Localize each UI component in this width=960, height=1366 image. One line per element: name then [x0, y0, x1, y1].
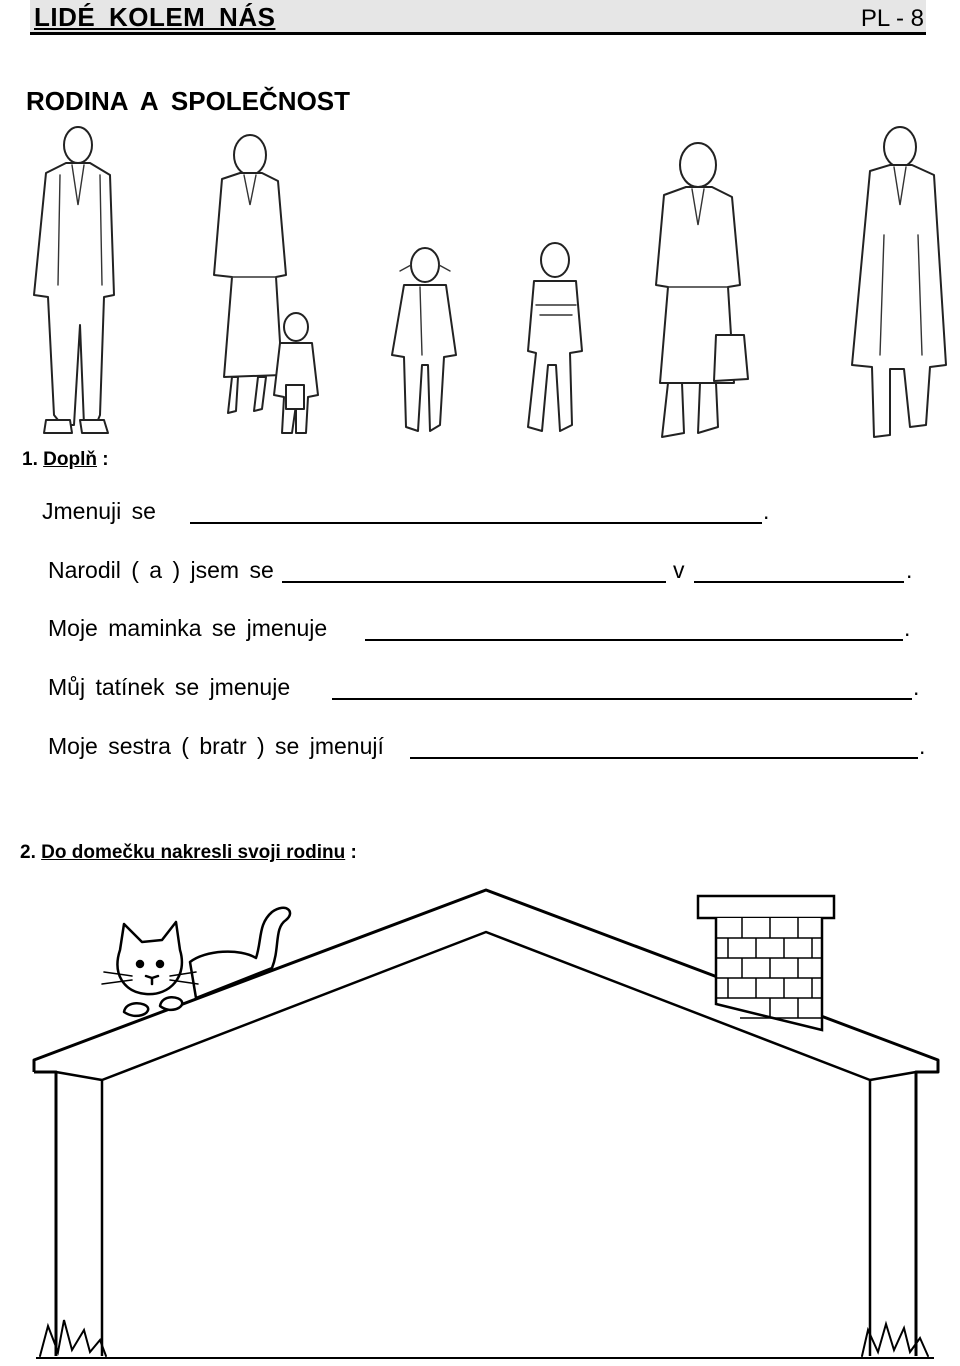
section-title: RODINA A SPOLEČNOST: [26, 86, 351, 116]
fill-line-siblings-label: Moje sestra ( bratr ) se jmenují: [48, 733, 384, 759]
boy-figure: [528, 243, 582, 431]
fill-line-siblings-blank[interactable]: [410, 757, 918, 759]
fill-line-mother-end: .: [904, 615, 911, 641]
fill-line-mother-blank[interactable]: [365, 639, 903, 641]
task1-number: 1.: [22, 449, 38, 470]
house-eave-left: [56, 1072, 102, 1080]
fill-line-name-end: .: [763, 498, 770, 524]
fill-line-birth-label: Narodil ( a ) jsem se: [48, 557, 274, 583]
fill-line-siblings-end: .: [919, 733, 926, 759]
task1-label: Doplň: [43, 449, 97, 470]
chimney: [698, 896, 834, 1030]
family-illustration: [0, 115, 960, 455]
father-figure: [34, 127, 114, 433]
task1-heading: [22, 449, 109, 471]
house-drawing-area[interactable]: [0, 880, 960, 1366]
fill-line-mother-label: Moje maminka se jmenuje: [48, 615, 328, 641]
fill-line-father-blank[interactable]: [332, 698, 912, 700]
task2-number: 2.: [20, 842, 36, 863]
fill-line-name-label: Jmenuji se: [42, 498, 156, 524]
task2-colon: :: [350, 842, 357, 863]
toddler-figure: [274, 313, 318, 433]
worksheet-title: LIDÉ KOLEM NÁS: [34, 2, 276, 32]
fill-line-birth-end: .: [906, 557, 913, 583]
mother-figure: [214, 135, 286, 413]
grandmother-figure: [656, 143, 748, 437]
fill-line-birth-date-blank[interactable]: [282, 581, 666, 583]
worksheet-code: PL - 8: [860, 5, 924, 32]
grass-left: [40, 1320, 106, 1356]
task1-colon: :: [102, 449, 109, 470]
grandfather-figure: [852, 127, 946, 437]
fill-line-father-end: .: [913, 674, 920, 700]
fill-line-father-label: Můj tatínek se jmenuje: [48, 674, 291, 700]
grass-right: [862, 1324, 928, 1356]
girl-figure: [392, 248, 456, 431]
task2-label: Do domečku nakresli svoji rodinu: [41, 842, 346, 863]
task2-heading: [20, 842, 357, 864]
fill-line-birth-place-word: v: [673, 557, 685, 583]
fill-line-name-blank[interactable]: [190, 522, 762, 524]
house-eave-right: [870, 1072, 916, 1080]
fill-line-birth-place-blank[interactable]: [694, 581, 904, 583]
